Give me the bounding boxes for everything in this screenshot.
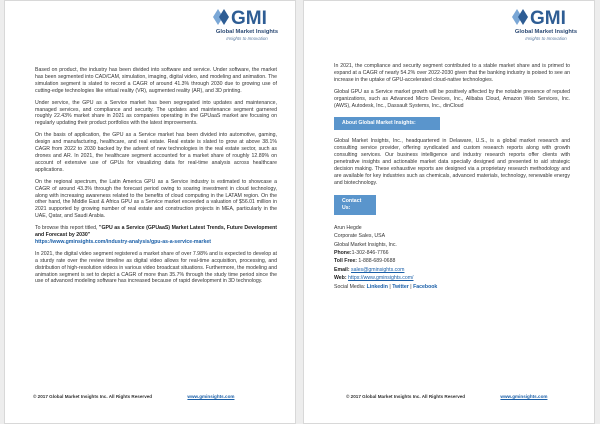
logo-mark-text: GMI <box>530 8 566 29</box>
contact-web <box>334 275 570 282</box>
logo-brand: Global Market Insights <box>514 29 578 35</box>
about-paragraph: Global Market Insights, Inc., headquartered in Delaware, U.S., is a global market research and consulting service provider, offering syndicated and custom research reports along with growth consulting services. Our business intelligence and industry research reports offer clients with penetrative insights and actionable market data specially designed and presented to aid strategic decision making. These exhaustive reports are designed via a proprietary research methodology and are available for key industries such as chemicals, advanced materials, technology, renewable energy and biotechnology. <box>334 138 570 186</box>
contact-block <box>334 225 570 291</box>
gmi-logo <box>508 5 584 49</box>
about-heading: About Global Market Insights: <box>334 117 440 130</box>
paragraph: Global GPU as a Service market growth will be positively affected by the notable presence of reputed organizations, such as Advanced Micro Devices, Inc., Alibaba Cloud, Amazon Web Services, Inc. (AWS), Autodesk, Inc., Dassault Systems, Inc., dinCloud <box>334 88 570 109</box>
tollfree-value: 1-888-689-0688 <box>358 258 396 265</box>
paragraph: On the basis of application, the GPU as a Service market has been divided into automotive, gaming, design and manufacturing, healthcare, and real estate. Real estate is slated to grow at above 38.1% CAGR from 2022 to 2030 backed by the advent of new technologies in the real estate sector, such as drones and AR. In 2021, the healthcare segment accounted for a market share of roughly 12.89% on account of extensive use of GPUs for visualizing data for real-time analysis across healthcare applications. <box>35 132 277 173</box>
contact-social <box>334 284 570 291</box>
footer <box>33 394 277 399</box>
contact-heading: Contact Us: <box>334 195 376 215</box>
web-label: Web: <box>334 275 347 282</box>
gmi-logo-mark-icon <box>209 5 285 29</box>
web-link[interactable]: https://www.gminsights.com/ <box>348 275 414 282</box>
contact-name: Arun Hegde <box>334 224 362 231</box>
email-link[interactable]: sales@gminsights.com <box>351 266 405 273</box>
contact-email <box>334 267 570 274</box>
footer-copyright: © 2017 Global Market Insights Inc. All Rights Reserved <box>33 394 153 399</box>
left-page <box>4 0 296 424</box>
social-label: Social Media: <box>334 283 366 290</box>
report-intro: To browse this report titled, <box>35 225 100 232</box>
logo-brand: Global Market Insights <box>215 29 279 35</box>
footer-link[interactable]: www.gminsights.com <box>500 394 548 399</box>
paragraph: In 2021, the digital video segment registered a market share of over 7.98% and is expected to develop at a sturdy rate over the review timeline as digital video allows for real-time acquisition, processing, and distribution of high-resolution videos in various video broadcast situations. Furthermore, the modeling and animation segment is set to depict a CAGR of more than 35.7% through the study time period since the use of advanced modeling software has increased because of rapid development in 3D technology. <box>35 250 277 285</box>
contact-tollfree <box>334 258 570 265</box>
paragraph: In 2021, the compliance and security segment contributed to a stable market share and is primed to expand at a CAGR of nearly 54.2% over 2022-2030 given that the banking industry is poised to see an increase in the uptake of GPU-accelerated cloud-native technologies. <box>334 63 570 83</box>
paragraph: Based on product, the industry has been divided into software and service. Under software, the market has been segmented into CAD/CAM, simulation, imaging, digital video, and modeling and animation. The simulation segment is slated to record a CAGR of around 41.3% through 2030 due to growing use of cutting-edge technologies like virtual reality (VR), augmented reality (AR), and 3D printing. <box>35 67 277 94</box>
logo-tagline: Insights to Innovation <box>226 36 268 41</box>
contact-phone <box>334 250 570 257</box>
gmi-logo-mark-icon <box>508 5 584 29</box>
facebook-link[interactable]: Facebook <box>413 283 438 290</box>
report-link[interactable]: https://www.gminsights.com/industry-analysis/gpu-as-a-service-market <box>35 238 211 245</box>
phone-value: 1-302-846-7766 <box>351 250 389 256</box>
paragraph: Under service, the GPU as a Service market has been segregated into updates and maintenance, managed services, and compliance and security. The updates and maintenance segment garnered roughly 22.43% market share in 2021 as companies operating in the GPUaaS market are focusing on regularly updating their product portfolios with the latest improvements. <box>35 99 277 127</box>
social-separator: | <box>389 283 391 290</box>
phone-label: Phone: <box>334 250 352 256</box>
report-link-paragraph <box>35 225 277 246</box>
linkedin-link[interactable]: Linkedin <box>366 283 388 290</box>
gmi-logo <box>209 5 285 49</box>
logo-tagline: Insights to Innovation <box>525 36 567 41</box>
twitter-link[interactable]: Twitter <box>392 283 409 290</box>
logo-mark-text: GMI <box>231 8 267 29</box>
left-body <box>35 67 277 290</box>
email-label: Email: <box>334 266 350 273</box>
right-page <box>303 0 595 424</box>
contact-company: Global Market Insights, Inc. <box>334 241 397 248</box>
social-separator: | <box>410 283 412 290</box>
right-body <box>334 63 570 292</box>
contact-role: Corporate Sales, USA <box>334 233 386 240</box>
footer-copyright: © 2017 Global Market Insights Inc. All Rights Reserved <box>346 394 466 399</box>
paragraph: On the regional spectrum, the Latin America GPU as a Service industry is estimated to showcase a CAGR of around 43.3% through the forecast period owing to soaring investment in cloud technology, along with increasing awareness related to the benefits of cloud computing in the LATAM region. On the other hand, the Middle East & Africa GPU as a Service market exceeded a valuation of $56.01 million in 2021 supported by growing number of real estate and construction projects in MEA, particularly in the UAE, Qatar, and Saudi Arabia. <box>35 178 277 220</box>
tollfree-label: Toll Free: <box>334 258 357 265</box>
report-title: "GPU as a Service (GPUaaS) Market Latest Trends, Future Development and Forecast by 2030" <box>35 225 277 239</box>
footer <box>346 394 576 399</box>
footer-link[interactable]: www.gminsights.com <box>187 394 235 399</box>
